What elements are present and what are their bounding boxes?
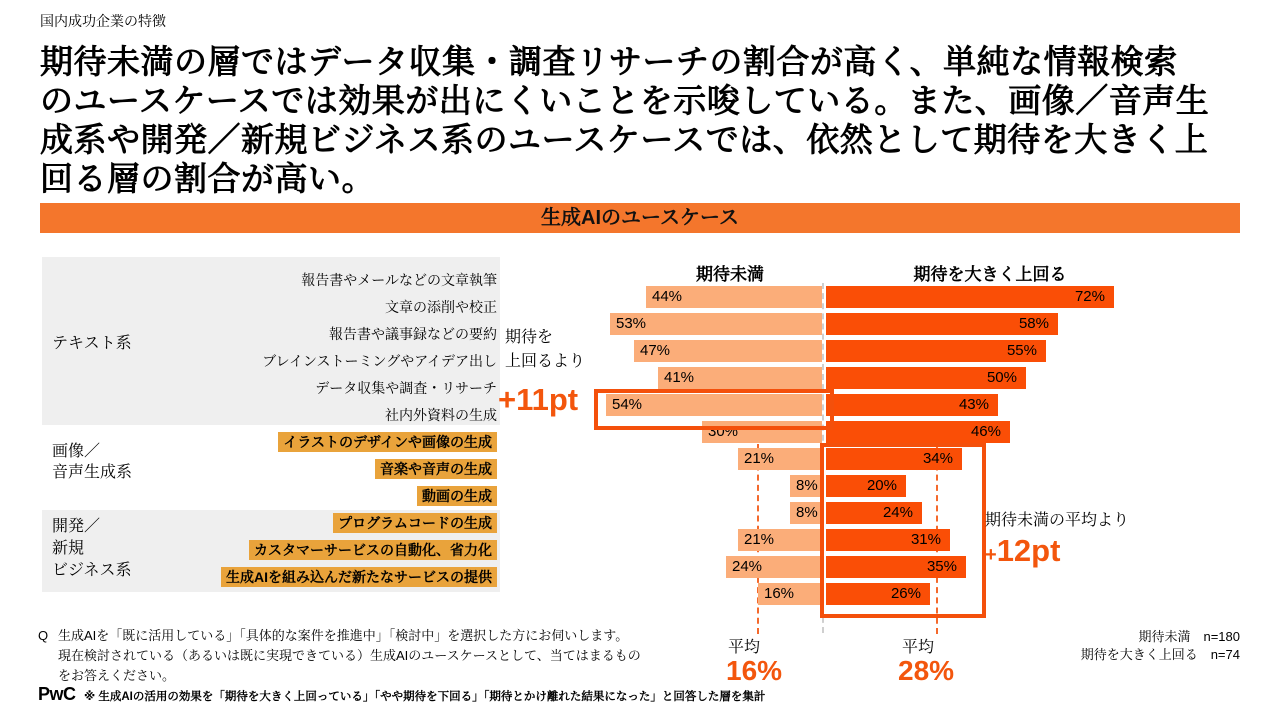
slide-headline <box>40 44 1255 200</box>
headline-line-3: 成系や開発／新規ビジネス系のユースケースでは、依然として期待を大きく上 <box>40 123 1209 159</box>
sample-size-below-expectations: 期待未満 n=180 <box>1138 629 1240 644</box>
category-label: 報告書や議事録などの要約 <box>329 326 497 342</box>
bar-below-expectations <box>738 448 822 470</box>
question-text-block <box>38 626 641 686</box>
bar-below-expectations <box>646 286 822 308</box>
mean-value-right-28pct: 28% <box>898 655 955 686</box>
annotation-below-average-note: 期待未満の平均より <box>985 512 1130 529</box>
bar-value-label: 46% <box>970 423 1001 440</box>
bar-value-label: 8% <box>796 504 818 521</box>
bar-below-expectations <box>726 556 822 578</box>
group-label-image-audio <box>52 441 132 483</box>
bar-exceed-expectations <box>826 286 1114 308</box>
bar-value-label: 47% <box>640 342 671 359</box>
plus-sign: + <box>985 544 997 566</box>
bar-exceed-expectations <box>826 313 1058 335</box>
bar-value-label: 55% <box>1006 342 1037 359</box>
category-label: 動画の生成 <box>417 486 497 506</box>
footnote-aggregation-note: ※ 生成AIの活用の効果を「期待を大きく上回っている」「やや期待を下回る」「期待とかけ離れた結果になった」と回答した層を集計 <box>84 691 766 703</box>
bar-value-label: 24% <box>732 558 763 575</box>
group-label-dev-line-3: ビジネス系 <box>52 562 132 579</box>
category-label: プログラムコードの生成 <box>333 513 497 533</box>
category-label: イラストのデザインや画像の生成 <box>278 432 497 452</box>
annotation-above-line-2: 上回るより <box>505 353 586 370</box>
question-line-1: 生成AIを「既に活用している」「具体的な案件を推進中」「検討中」を選択した方にお伺いします。 <box>58 628 629 643</box>
question-mark-label: Q <box>38 628 49 643</box>
group-label-text <box>52 330 132 353</box>
category-label: カスタマーサービスの自動化、省力化 <box>249 540 497 560</box>
question-line-3: をお答えください。 <box>58 668 176 683</box>
bar-below-expectations <box>758 583 822 605</box>
group-label-dev-business <box>52 516 132 582</box>
bar-below-expectations <box>610 313 822 335</box>
series-header-below-expectations: 期待未満 <box>696 265 764 284</box>
bar-value-label: 21% <box>744 450 775 467</box>
group-label-image-line-2: 音声生成系 <box>52 464 133 481</box>
bar-value-label: 16% <box>764 585 795 602</box>
bar-below-expectations <box>658 367 822 389</box>
bar-exceed-expectations <box>826 367 1026 389</box>
category-label: 生成AIを組み込んだ新たなサービスの提供 <box>221 567 497 587</box>
category-label: 文章の添削や校正 <box>385 299 497 315</box>
group-label-dev-line-1: 開発／ <box>52 518 101 535</box>
bar-value-label: 24% <box>882 504 913 521</box>
chart-title-banner: 生成AIのユースケース <box>40 203 1240 233</box>
slide-kicker: 国内成功企業の特徴 <box>40 13 166 29</box>
bar-value-label: 58% <box>1018 315 1049 332</box>
bar-value-label: 20% <box>866 477 897 494</box>
bar-exceed-expectations <box>826 340 1046 362</box>
bar-exceed-expectations <box>826 394 998 416</box>
annotation-plus-12pt <box>985 533 1060 569</box>
highlight-box-data-research-bar <box>594 389 834 430</box>
category-label: 報告書やメールなどの文章執筆 <box>301 272 497 288</box>
pwc-logo: PwC <box>38 684 76 704</box>
bar-value-label: 53% <box>616 315 647 332</box>
category-label: 社内外資料の生成 <box>385 407 497 423</box>
bar-value-label: 44% <box>652 288 683 305</box>
sample-size-exceed-expectations: 期待を大きく上回る n=74 <box>1080 647 1240 662</box>
bar-value-label: 30% <box>708 423 739 440</box>
bar-value-label: 50% <box>986 369 1017 386</box>
bar-below-expectations <box>634 340 822 362</box>
bar-value-label: 31% <box>910 531 941 548</box>
sample-size-labels <box>1081 628 1240 664</box>
question-line-2: 現在検討されている（あるいは既に実現できている）生成AIのユースケースとして、当てはまるもの <box>58 648 641 663</box>
bar-value-label: 43% <box>958 396 989 413</box>
mean-label-left: 平均 <box>728 639 761 656</box>
category-label: データ収集や調査・リサーチ <box>315 380 497 396</box>
bar-value-label: 35% <box>926 558 957 575</box>
bar-value-label: 41% <box>664 369 695 386</box>
category-label: 音楽や音声の生成 <box>375 459 497 479</box>
bar-value-label: 54% <box>612 396 643 413</box>
value-12pt: 12pt <box>996 533 1061 568</box>
group-label-dev-line-2: 新規 <box>52 540 85 557</box>
group-label-image-line-1: 画像／ <box>52 443 101 460</box>
bar-value-label: 26% <box>890 585 921 602</box>
headline-line-2: のユースケースでは効果が出にくいことを示唆している。また、画像／音声生 <box>40 84 1210 120</box>
annotation-above-line-1: 期待を <box>505 329 554 346</box>
bar-below-expectations <box>790 502 822 524</box>
group-label-text-line: テキスト系 <box>52 335 132 352</box>
series-header-exceed-expectations: 期待を大きく上回る <box>913 265 1067 284</box>
bar-value-label: 21% <box>744 531 775 548</box>
mean-value-left-16pct: 16% <box>726 655 783 686</box>
category-label: ブレインストーミングやアイデア出し <box>262 353 497 369</box>
headline-line-4: 回る層の割合が高い。 <box>40 162 375 198</box>
headline-line-1: 期待未満の層ではデータ収集・調査リサーチの割合が高く、単純な情報検索 <box>40 45 1178 81</box>
annotation-plus-11pt: +11pt <box>498 382 579 417</box>
bar-value-label: 8% <box>796 477 818 494</box>
bar-value-label: 72% <box>1074 288 1105 305</box>
bar-exceed-expectations <box>826 421 1010 443</box>
bar-below-expectations <box>738 529 822 551</box>
bar-value-label: 34% <box>922 450 953 467</box>
bar-below-expectations <box>790 475 822 497</box>
mean-label-right: 平均 <box>902 639 935 656</box>
annotation-above-expectation-note <box>505 326 585 374</box>
highlight-box-creative-dev-bars <box>820 443 986 618</box>
